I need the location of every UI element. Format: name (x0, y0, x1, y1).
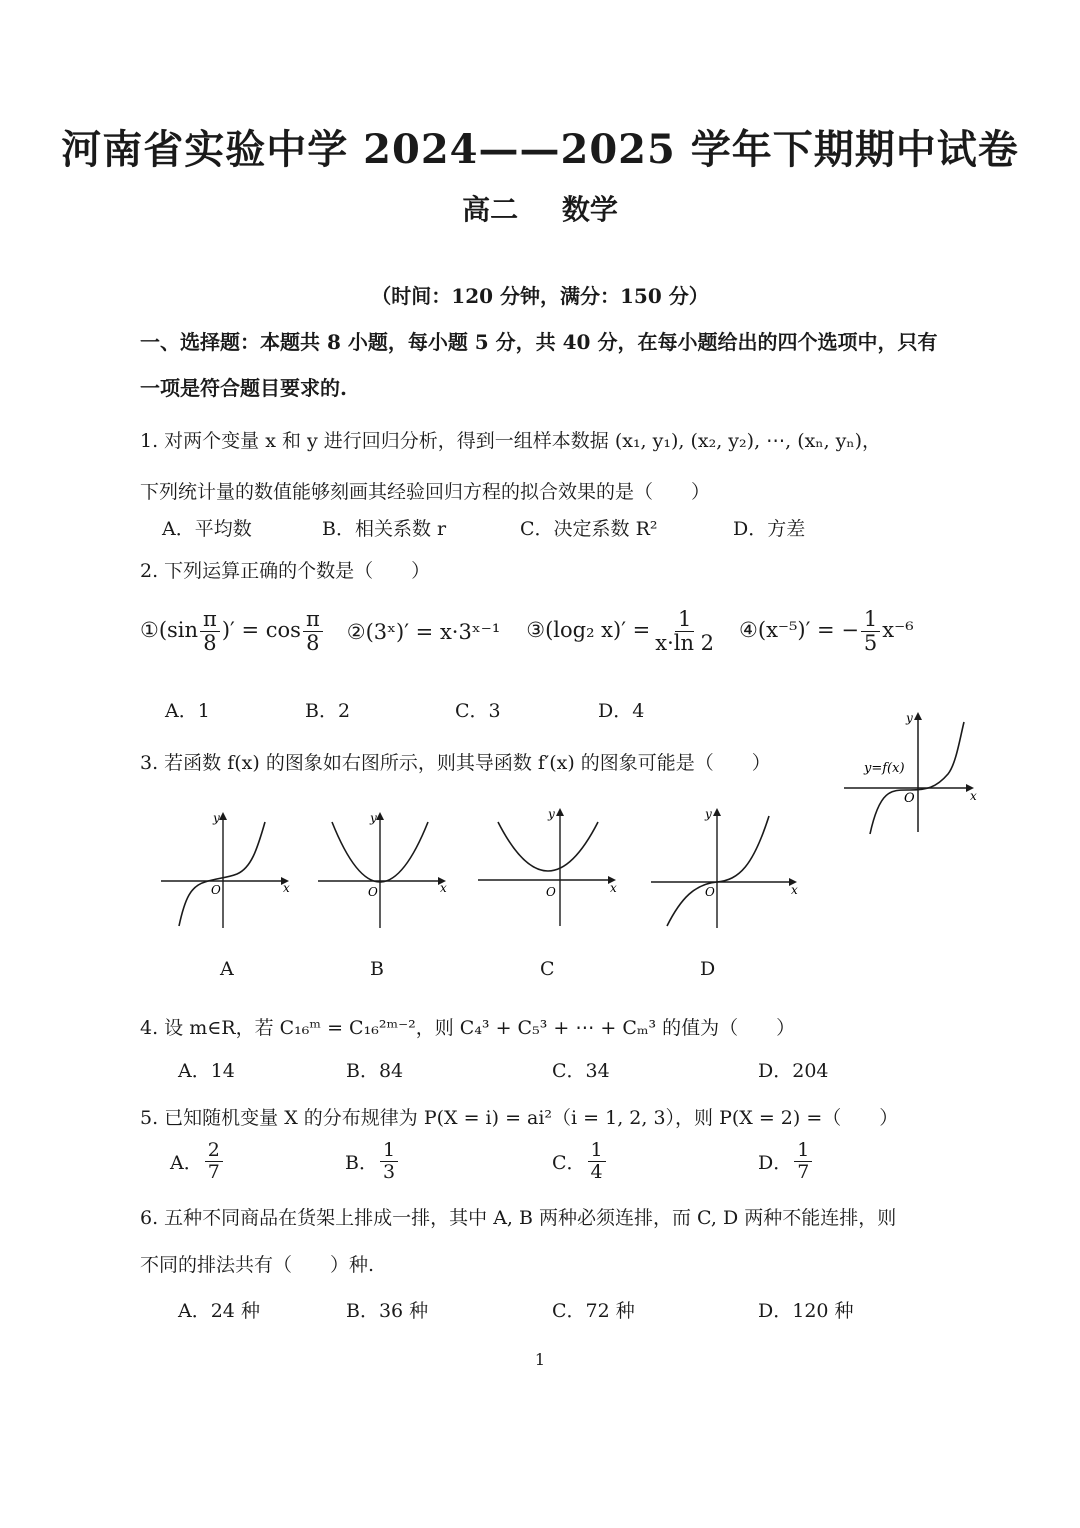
q4-stem: 4. 设 m∈R，若 C₁₆ᵐ = C₁₆²ᵐ⁻²，则 C₄³ + C₅³ + ⋯ + Cₘ³ 的值为（ ） (140, 1017, 796, 1039)
svg-text:x: x (283, 881, 290, 895)
q3-graph-d-curve (667, 816, 769, 926)
q1-stem-cont: 下列统计量的数值能够刻画其经验回归方程的拟合效果的是（ ） (140, 481, 711, 503)
q5-option-d: D． $\frac{1}{7}$ (758, 1140, 814, 1183)
section-1-instructions-cont: 一项是符合题目要求的. (140, 376, 347, 400)
svg-text:x: x (440, 881, 447, 895)
q3-graph-d (645, 800, 805, 930)
q3-graph-a (155, 806, 295, 931)
q4-option-a: A．14 (178, 1060, 235, 1082)
q3-reference-graph (840, 708, 980, 838)
q3-graph-c-curve (498, 822, 598, 871)
q3-option-c: C (540, 958, 555, 980)
q1-option-b: B．相关系数 r (322, 518, 447, 540)
q4-option-c: C．34 (552, 1060, 610, 1082)
q6-option-d: D．120 种 (758, 1300, 854, 1322)
q5-option-a: A． $\frac{2}{7}$ (170, 1140, 225, 1183)
svg-text:O: O (368, 885, 378, 899)
q3-stem: 3. 若函数 f(x) 的图象如右图所示，则其导函数 f′(x) 的图象可能是（ ） (140, 752, 771, 774)
q5-stem: 5. 已知随机变量 X 的分布规律为 P(X = i) = ai²（i = 1, 2, 3），则 P(X = 2) =（ ） (140, 1107, 899, 1129)
q2-expressions (140, 608, 914, 655)
svg-text:y: y (548, 807, 555, 821)
q3-ref-x-label: x (970, 789, 977, 803)
q6-option-b: B．36 种 (346, 1300, 429, 1322)
q1-stem: 1. 对两个变量 x 和 y 进行回归分析，得到一组样本数据 (x₁, y₁), (x₂, y₂), ⋯, (xₙ, yₙ)， (140, 430, 882, 452)
q3-ref-y-label: y (906, 711, 913, 725)
q4-option-b: B．84 (346, 1060, 404, 1082)
svg-text:O: O (705, 885, 715, 899)
q6-stem-cont: 不同的排法共有（ ）种. (140, 1254, 375, 1276)
exam-title: 河南省实验中学 2024——2025 学年下期期中试卷 (61, 126, 1019, 173)
svg-text:y: y (705, 807, 712, 821)
svg-text:O: O (546, 885, 556, 899)
section-1-instructions: 一、选择题：本题共 8 小题，每小题 5 分，共 40 分，在每小题给出的四个选项中，只有 (140, 330, 938, 354)
svg-text:x: x (610, 881, 617, 895)
q1-option-d: D．方差 (733, 518, 806, 540)
svg-text:O: O (211, 883, 221, 897)
q3-graph-b (312, 806, 452, 931)
q5-option-c: C． $\frac{1}{4}$ (552, 1140, 608, 1183)
q2-expr-2: ②(3ˣ)′ = x·3ˣ⁻¹ (346, 619, 501, 644)
q4-option-d: D．204 (758, 1060, 829, 1082)
q2-expr-4: ④(x⁻⁵)′ = − $\frac{1}{5}$ x⁻⁶ (739, 607, 914, 656)
q6-option-a: A．24 种 (178, 1300, 260, 1322)
q2-stem: 2. 下列运算正确的个数是（ ） (140, 560, 431, 582)
q3-option-d: D (700, 958, 716, 980)
q2-option-d: D．4 (598, 700, 645, 722)
q3-option-a: A (220, 958, 234, 980)
q3-graph-a-curve (179, 822, 265, 926)
svg-text:x: x (791, 883, 798, 897)
q3-option-b: B (370, 958, 384, 980)
q5-option-b: B． $\frac{1}{3}$ (345, 1140, 400, 1183)
page-number: 1 (534, 1350, 546, 1369)
q2-option-a: A．1 (165, 700, 210, 722)
q3-ref-label: y=f(x) (864, 761, 905, 776)
svg-text:y: y (370, 811, 377, 825)
q2-expr-1: ①(sin $\frac{\pi}{8}$ )′ = cos $\frac{\pi}{8}$ (140, 608, 325, 655)
exam-meta: （时间：120 分钟，满分：150 分） (371, 284, 709, 308)
q2-option-b: B．2 (305, 700, 351, 722)
q6-option-c: C．72 种 (552, 1300, 635, 1322)
q3-graph-c (472, 800, 622, 930)
q2-option-c: C．3 (455, 700, 501, 722)
svg-text:y: y (213, 811, 220, 825)
q1-option-a: A．平均数 (162, 518, 252, 540)
q3-ref-origin: O (904, 791, 915, 806)
q2-expr-3: ③(log₂ x)′ = $\frac{1}{x\cdot\ln 2}$ (526, 607, 715, 656)
q3-ref-curve (870, 722, 964, 834)
exam-subtitle: 高二 数学 (462, 193, 618, 226)
q1-option-c: C．决定系数 R² (520, 518, 658, 540)
q6-stem: 6. 五种不同商品在货架上排成一排，其中 A, B 两种必须连排，而 C, D 两种不能连排，则 (140, 1207, 897, 1229)
